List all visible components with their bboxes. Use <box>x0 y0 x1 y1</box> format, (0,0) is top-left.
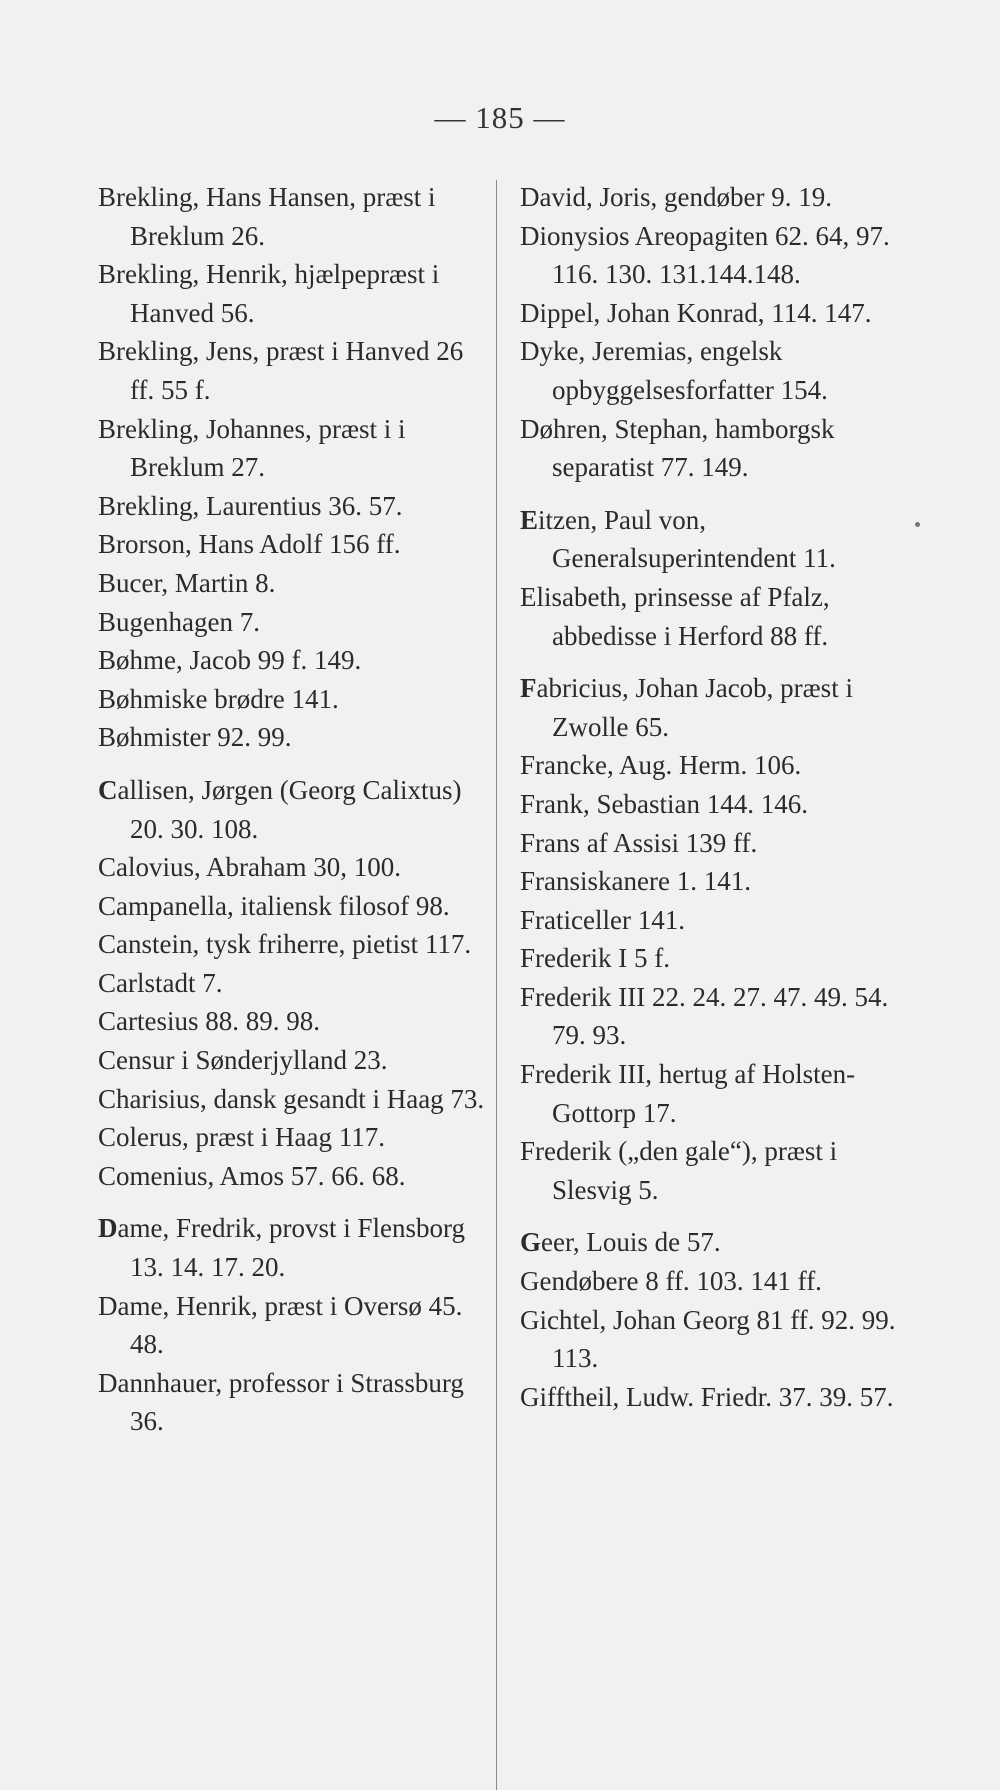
index-entry <box>520 862 912 901</box>
entry-text: Gichtel, Johan Georg 81 ff. 92. 99. 113. <box>520 1304 896 1374</box>
entry-text: Cartesius 88. 89. 98. <box>98 1006 320 1037</box>
entry-initial: G <box>520 1227 542 1258</box>
index-column-left <box>98 178 488 1441</box>
entry-text: Frank, Sebastian 144. 146. <box>520 788 808 819</box>
entry-text: Carlstadt 7. <box>98 967 223 998</box>
entry-text: Colerus, præst i Haag 117. <box>98 1122 385 1153</box>
entry-text: Brekling, Jens, præst i Hanved 26 ff. 55 f. <box>98 336 464 405</box>
index-entry <box>98 603 488 642</box>
index-entry <box>520 824 912 863</box>
index-entry <box>98 332 488 409</box>
entry-text: Frederik III 22. 24. 27. 47. 49. 54. 79. 93. <box>520 981 889 1051</box>
index-column-right <box>520 178 912 1416</box>
entry-text: Bugenhagen 7. <box>98 606 260 637</box>
index-entry <box>520 1132 912 1209</box>
entry-text: Brekling, Hans Hansen, præst i Breklum 26. <box>98 182 436 251</box>
entry-text: Frans af Assisi 139 ff. <box>520 827 758 858</box>
index-entry <box>98 410 488 487</box>
index-entry <box>98 1002 488 1041</box>
index-entry <box>98 848 488 887</box>
index-entry <box>520 1262 912 1301</box>
entry-initial: D <box>98 1213 118 1244</box>
index-entry <box>520 939 912 978</box>
index-entry <box>520 410 912 487</box>
index-entry <box>98 925 488 964</box>
index-entry <box>520 669 912 746</box>
index-entry <box>520 978 912 1055</box>
entry-text: Dionysios Areopagiten 62. 64, 97. 116. 130. 131.144.148. <box>520 220 890 290</box>
entry-text: Dannhauer, professor i Strassburg 36. <box>98 1367 464 1437</box>
index-entry <box>98 718 488 757</box>
entry-text: Dyke, Jeremias, engelsk opbyggelsesforfatter 154. <box>520 336 828 405</box>
index-entry <box>520 1055 912 1132</box>
entry-text: Comenius, Amos 57. 66. 68. <box>98 1160 406 1191</box>
entry-text: Brekling, Johannes, præst i i Breklum 27. <box>98 413 406 483</box>
entry-text: Døhren, Stephan, hamborgsk separatist 77. 149. <box>520 413 835 483</box>
entry-text: Gendøbere 8 ff. 103. 141 ff. <box>520 1266 822 1297</box>
index-entry <box>98 1157 488 1196</box>
entry-text: Dippel, Johan Konrad, 114. 147. <box>520 297 872 328</box>
entry-text: ame, Fredrik, provst i Flensborg 13. 14. 17. 20. <box>117 1213 465 1283</box>
entry-text: Francke, Aug. Herm. 106. <box>520 750 802 781</box>
entry-text: Brekling, Henrik, hjælpepræst i Hanved 56. <box>98 259 440 328</box>
index-entry <box>98 564 488 603</box>
entry-initial: F <box>520 673 537 704</box>
entry-initial: E <box>520 504 539 535</box>
index-entry <box>98 771 488 848</box>
entry-text: abricius, Johan Jacob, præst i Zwolle 65. <box>536 673 853 742</box>
index-entry <box>98 1287 488 1364</box>
column-divider <box>496 180 497 1790</box>
entry-text: Brorson, Hans Adolf 156 ff. <box>98 529 401 560</box>
entry-text: eer, Louis de 57. <box>541 1227 721 1258</box>
ink-speck <box>915 522 920 527</box>
entry-text: Calovius, Abraham 30, 100. <box>98 852 401 883</box>
entry-text: Frederik („den gale“), præst i Slesvig 5. <box>520 1136 838 1205</box>
entry-text: Bøhmiske brødre 141. <box>98 683 339 714</box>
index-entry <box>520 785 912 824</box>
index-entry <box>520 746 912 785</box>
index-entry <box>520 578 912 655</box>
entry-text: Canstein, tysk friherre, pietist 117. <box>98 929 472 960</box>
entry-text: Charisius, dansk gesandt i Haag 73. <box>98 1083 485 1114</box>
index-entry <box>520 1301 912 1378</box>
entry-text: Censur i Sønderjylland 23. <box>98 1045 388 1076</box>
entry-text: Elisabeth, prinsesse af Pfalz, abbedisse i Herford 88 ff. <box>520 581 830 651</box>
index-entry <box>98 641 488 680</box>
entry-text: Gifftheil, Ludw. Friedr. 37. 39. 57. <box>520 1381 894 1412</box>
entry-text: Bøhmister 92. 99. <box>98 722 292 753</box>
index-entry <box>98 964 488 1003</box>
index-entry <box>98 255 488 332</box>
page-number: — 185 — <box>434 100 566 135</box>
index-entry <box>520 178 912 217</box>
entry-text: Frederik III, hertug af Holsten-Gottorp 17. <box>520 1059 856 1128</box>
index-entry <box>520 1378 912 1417</box>
index-entry <box>520 501 912 578</box>
index-entry <box>98 887 488 926</box>
index-entry <box>98 487 488 526</box>
index-entry <box>98 1080 488 1119</box>
index-entry <box>98 1118 488 1157</box>
index-entry <box>520 332 912 409</box>
index-entry <box>98 525 488 564</box>
index-entry <box>98 1041 488 1080</box>
entry-text: Bøhme, Jacob 99 f. 149. <box>98 645 362 676</box>
index-entry <box>98 1209 488 1286</box>
index-entry <box>520 1223 912 1262</box>
entry-text: David, Joris, gendøber 9. 19. <box>520 182 832 212</box>
entry-text: Campanella, italiensk filosof 98. <box>98 890 450 921</box>
entry-text: itzen, Paul von, Generalsuperintendent 11. <box>538 504 836 574</box>
entry-initial: C <box>98 774 118 805</box>
entry-text: Fraticeller 141. <box>520 904 685 935</box>
index-entry <box>520 217 912 294</box>
index-entry <box>98 178 488 255</box>
index-entry <box>520 901 912 940</box>
entry-text: Fransiskanere 1. 141. <box>520 866 751 897</box>
index-entry <box>98 680 488 719</box>
entry-text: Frederik I 5 f. <box>520 943 670 974</box>
index-entry <box>98 1364 488 1441</box>
entry-text: allisen, Jørgen (Georg Calixtus) 20. 30. 108. <box>117 774 462 844</box>
index-entry <box>520 294 912 333</box>
entry-text: Brekling, Laurentius 36. 57. <box>98 490 403 521</box>
entry-text: Dame, Henrik, præst i Oversø 45. 48. <box>98 1290 463 1360</box>
entry-text: Bucer, Martin 8. <box>98 567 276 598</box>
